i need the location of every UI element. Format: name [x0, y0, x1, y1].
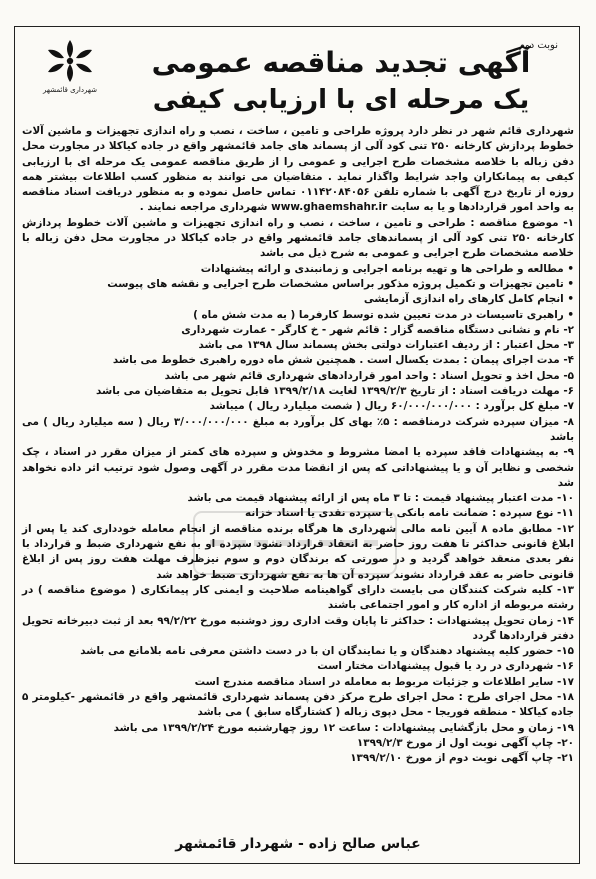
- organization-name: شهرداری قائمشهر: [43, 86, 97, 94]
- notice-item: ۱۵- حضور کلیه پیشنهاد دهندگان و یا نمایندگان ان با در دست داشتن معرفی نامه بلامانع می باشد: [80, 645, 574, 658]
- notice-item: ۲- نام و نشانی دستگاه مناقصه گزار : قائم شهر - خ کارگر - عمارت شهرداری: [181, 323, 574, 336]
- notice-subtitle: یک مرحله ای با ارزیابی کیفی: [152, 85, 530, 115]
- municipality-logo: [30, 38, 110, 100]
- notice-item: ۷- مبلغ کل برآورد : ۶۰/۰۰۰/۰۰۰/۰۰۰ ریال ( شصت میلیارد ریال ) میباشد: [209, 400, 574, 413]
- notice-body: [22, 124, 574, 766]
- notice-item: ۱۸- محل اجرای طرح : محل اجرای طرح مرکز دفن پسماند شهرداری قائمشهر واقع در قائمشهر -کیلومتر ۵ جاده کیاکلا - منطقه فوریجا - محل دپوی زباله ( کشتارگاه سابق ) می باشد: [22, 690, 574, 719]
- notice-item: ۱۰- مدت اعتبار پیشنهاد قیمت : تا ۳ ماه پس از ارائه پیشنهاد قیمت می باشد: [187, 492, 574, 505]
- notice-item: ۹- به پیشنهادات فاقد سپرده یا امضا مشروط و مخدوش و سپرده های کمتر از میزان مقرر در اسناد ، چک شخصی و نظایر آن و یا پیشنهاداتی که پس از انقضا مدت مقرر در آگهی وصول شود ترتیب اثر داده نخواهد شد: [22, 446, 574, 489]
- notice-item: • مطالعه و طراحی ها و تهیه برنامه اجرایی و زمانبندی و ارائه پیشنهادات: [200, 262, 574, 275]
- notice-item: ۸- میزان سپرده شرکت درمناقصه : ۵٪ بهای کل برآورد به مبلغ ۳/۰۰۰/۰۰۰/۰۰۰ ریال ( سه میلیارد ریال ) می باشد: [22, 415, 575, 443]
- signature-line: عباس صالح زاده - شهردار قائمشهر: [175, 836, 421, 852]
- cropped-previous-ad-strip: [0, 0, 596, 10]
- notice-item: ۴- مدت اجرای پیمان : بمدت یکسال است . همچنین شش ماه دوره راهبری خطوط می باشد: [112, 354, 574, 367]
- notice-item: ۲۱- چاپ آگهی نوبت دوم از مورخ ۱۳۹۹/۲/۱۰: [350, 752, 574, 765]
- notice-item: ۵- محل اخذ و تحویل اسناد : واحد امور قراردادهای شهرداری قائم شهر می باشد: [164, 369, 574, 382]
- notice-item: • انجام کامل کارهای راه اندازی آزمایشی: [363, 293, 574, 306]
- notice-item: ۱۹- زمان و محل بازگشایی پیشنهادات : ساعت ۱۲ روز چهارشنبه مورخ ۱۳۹۹/۲/۲۴ می باشد: [113, 721, 574, 734]
- notice-item: ۳- محل اعتبار : از ردیف اعتبارات دولتی بخش پسماند سال ۱۳۹۸ می باشد: [198, 339, 574, 352]
- notice-item: ۱۱- نوع سپرده : ضمانت نامه بانکی یا سپرده نقدی یا اسناد خزانه: [245, 507, 574, 520]
- notice-item: ۱۶- شهرداری در رد یا قبول پیشنهادات مختار است: [317, 660, 574, 673]
- notice-item: ۱۳- کلیه شرکت کنندگان می بایست دارای گواهینامه صلاحیت و ایمنی کار پیمانکاری ( موضوع مناقصه ) در رشته مربوطه از اداره کار و امور اجتماعی باشند: [22, 583, 574, 612]
- notice-item: ۶- مهلت دریافت اسناد : از تاریخ ۱۳۹۹/۲/۳ لغایت ۱۳۹۹/۲/۱۸ قابل تحویل به متقاضیان می باشد: [96, 385, 574, 398]
- notice-item: ۱۴- زمان تحویل پیشنهادات : حداکثر تا پایان وقت اداری روز دوشنبه مورخ ۹۹/۲/۲۲ بعد از ثبت دبیرخانه تحویل دفتر قراردادها گردد: [22, 614, 575, 642]
- notice-title: آگهی تجدید مناقصه عمومی: [151, 46, 531, 79]
- notice-item: ۱۷- سایر اطلاعات و جزئیات مربوط به معامله در اسناد مناقصه مندرج است: [194, 675, 574, 688]
- intro-paragraph: شهرداری قائم شهر در نظر دارد پروژه طراحی و تامین ، ساخت ، نصب و راه اندازی تجهیزات و ماشین آلات خطوط پردازش کارخانه ۲۵۰ تنی کود آلی از پسماند های جامد قائمشهر واقع در جاده کیاکلا در مجاورت محل دفن زباله با خلاصه مشخصات طرح اجرایی و عمومی را از طریق مناقصه عمومی یک مرحله ای با ارزیابی کیفی به پیمانکاران واجد شرایط واگذار نماید . متقاضیان می توانند به منظور کسب اطلاعات بیشتر همه روزه از تاریخ درج آگهی با شماره تلفن ۰۱۱۴۲۰۸۴۰۵۶ تماس حاصل نموده و به منظور دریافت اسناد مناقصه به واحد امور قراردادها و یا به سایت www.ghaemshahr.ir شهرداری مراجعه نمایند .: [22, 125, 574, 214]
- edition-label: نوبت دوم: [518, 40, 558, 51]
- notice-item: ۲۰- چاپ آگهی نوبت اول از مورخ ۱۳۹۹/۲/۳: [356, 736, 574, 749]
- notice-item: ۱۲- مطابق ماده ۸ آیین نامه مالی شهرداری ها هرگاه برنده مناقصه از انجام معامله خودداری کند یا پس از ابلاغ قانونی حداکثر تا هفت روز حاضر به انعقاد قرارداد نشود سپرده او به نفع شهرداری ضبط و قرارداد با نفر بعدی منعقد خواهد گردید و در صورتی که برندگان دوم و سوم نیزظرف مهلت هفت روز پس از ابلاغ قانونی حاضر به عقد قرارداد نشوند سپرده آن ها به نفع شهرداری ضبط خواهد شد: [22, 522, 574, 581]
- notice-item: • راهبری تاسیسات در مدت تعیین شده توسط کارفرما ( به مدت شش ماه ): [193, 308, 574, 321]
- notice-item: ۱- موضوع مناقصه : طراحی و تامین ، ساخت ، نصب و راه اندازی تجهیزات و ماشین آلات خطوط پردازش کارخانه ۲۵۰ تنی کود آلی از پسماندهای جامد قائمشهر واقع در جاده کیاکلا در مجاورت محل دفن زباله با خلاصه مشخصات طرح اجرایی و عمومی به شرح ذیل می باشد: [22, 216, 574, 260]
- notice-item: • تامین تجهیزات و تکمیل پروژه مذکور براساس مشخصات طرح اجرایی و نقشه های پیوست: [107, 277, 574, 290]
- municipality-emblem-icon: [44, 38, 96, 84]
